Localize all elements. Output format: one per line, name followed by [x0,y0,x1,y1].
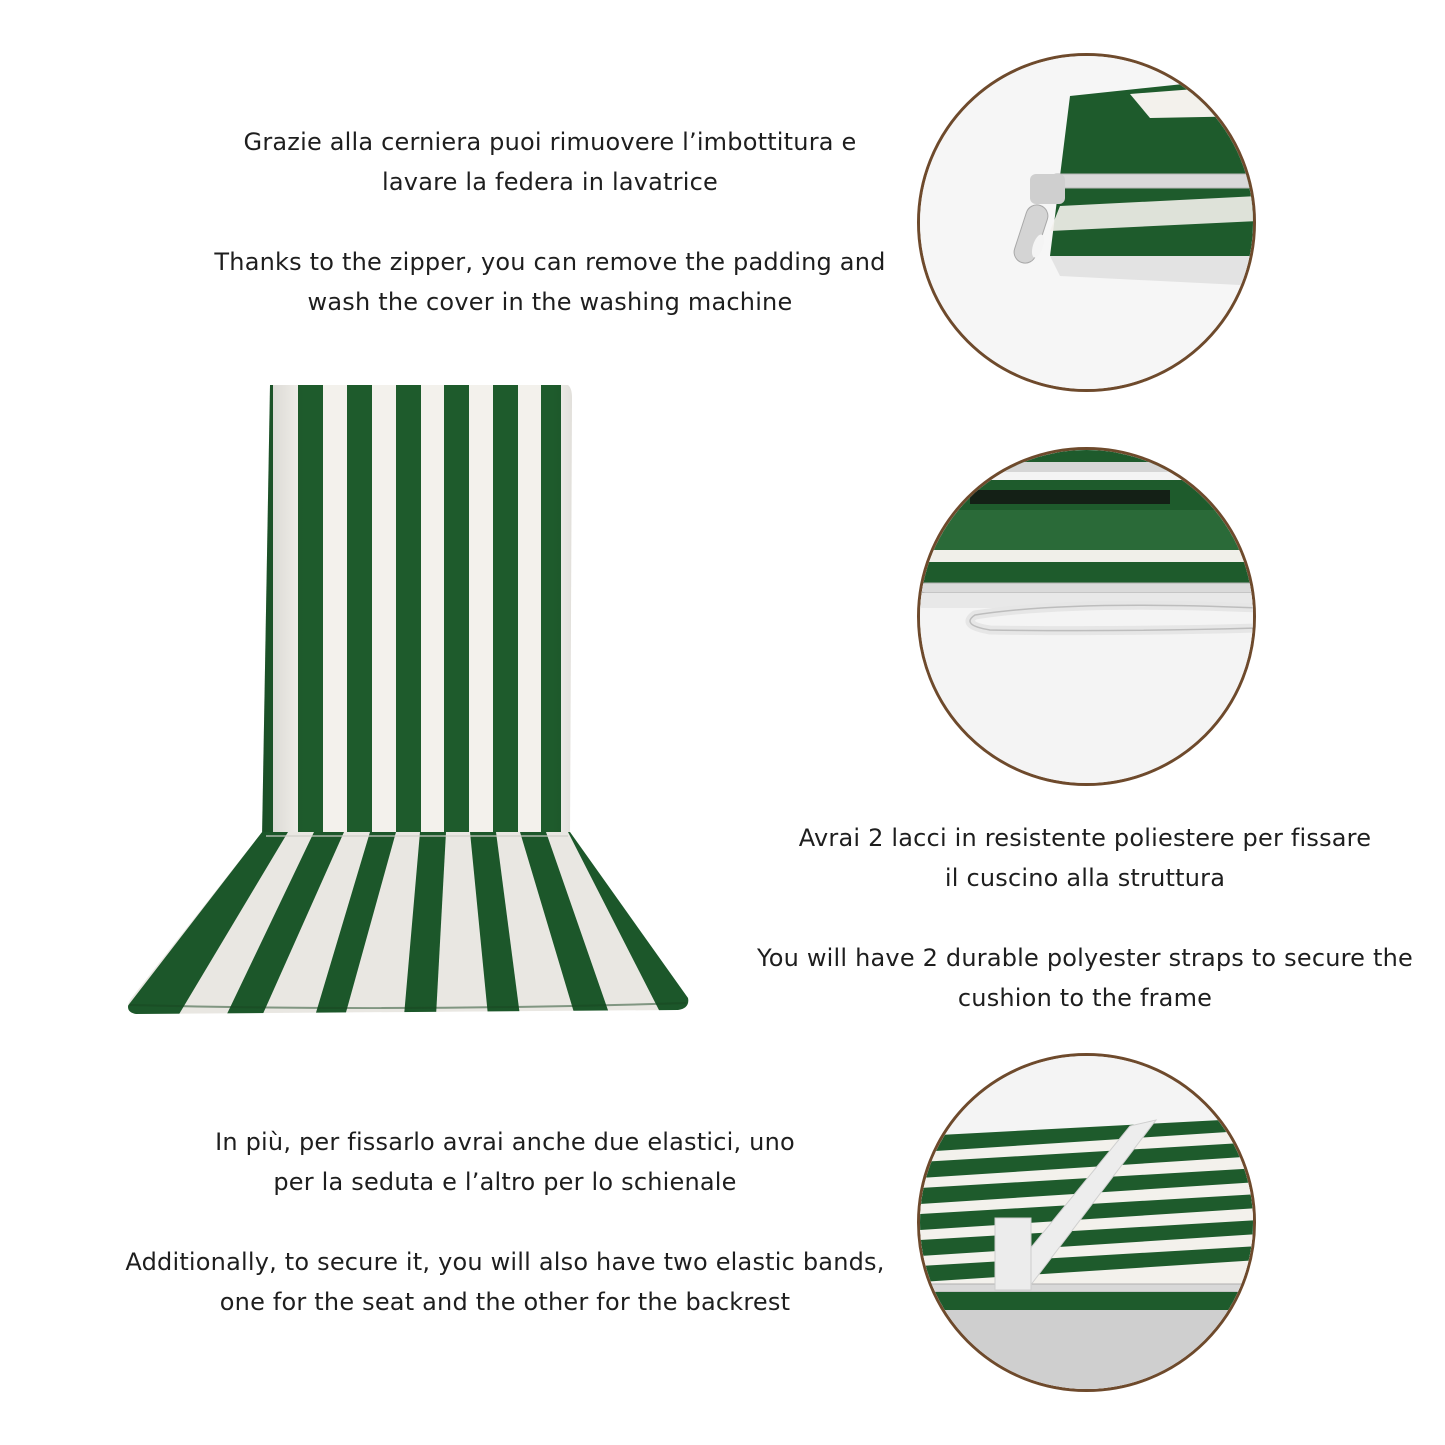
straps-text-en-1: You will have 2 durable polyester straps to secure the [757,944,1413,972]
elastic-text-it-1: In più, per fissarlo avrai anche due elastici, uno [215,1128,795,1156]
zipper-text-en-2: wash the cover in the washing machine [307,288,793,316]
straps-text-en-2: cushion to the frame [957,984,1213,1012]
elastic-detail-image [917,1053,1256,1392]
elastic-text-it-2: per la seduta e l’altro per lo schienale [273,1168,737,1196]
elastic-text-en-2: one for the seat and the other for the backrest [219,1288,791,1316]
zipper-text-en-1: Thanks to the zipper, you can remove the padding and [214,248,886,276]
zipper-text-it-2: lavare la federa in lavatrice [382,168,718,196]
strap-detail-image [917,447,1256,786]
straps-text-it-1: Avrai 2 lacci in resistente poliestere per fissare [798,824,1372,852]
backrest [255,380,585,850]
straps-text-it-2: il cuscino alla struttura [944,864,1226,892]
seat [120,826,700,1026]
zipper-detail-image [917,53,1256,392]
elastic-text-en-1: Additionally, to secure it, you will also have two elastic bands, [125,1248,885,1276]
zipper-text-it-1: Grazie alla cerniera puoi rimuovere l’imbottitura e [243,128,857,156]
